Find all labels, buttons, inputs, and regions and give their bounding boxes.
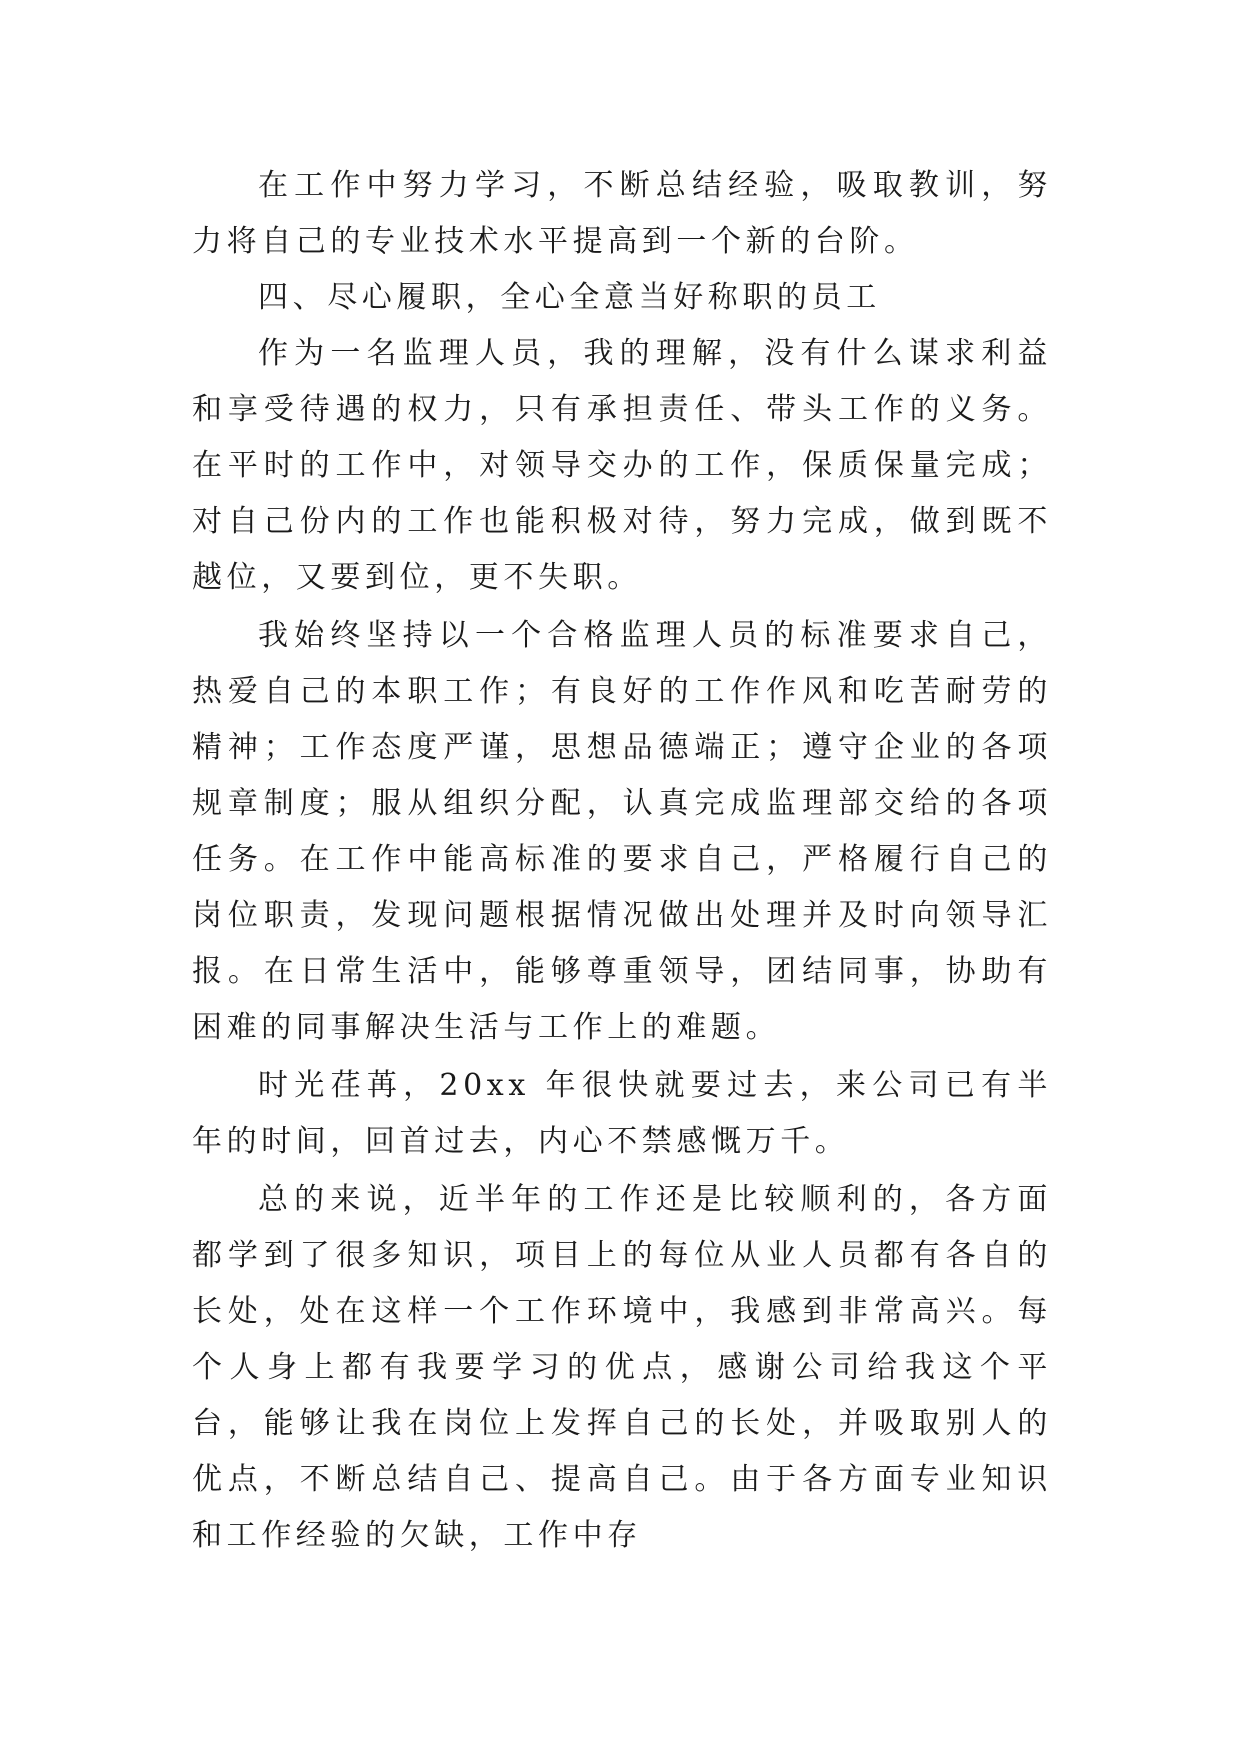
section-heading: 四、尽心履职，全心全意当好称职的员工 bbox=[258, 280, 881, 315]
paragraph-summary: 总的来说，近半年的工作还是比较顺利的，各方面都学到了很多知识，项目上的每位从业人员都有各自的长处，处在这样一个工作环境中，我感到非常高兴。每个人身上都有我要学习的优点，感谢公司给我这个平台，能够让我在岗位上发挥自己的长处，并吸取别人的优点，不断总结自己、提高自己。由于各方面专业知识和工作经验的欠缺，工作中存 bbox=[192, 1182, 1052, 1553]
paragraph-standards: 我始终坚持以一个合格监理人员的标准要求自己，热爱自己的本职工作；有良好的工作作风和吃苦耐劳的精神；工作态度严谨，思想品德端正；遵守企业的各项规章制度；服从组织分配，认真完成监理部交给的各项任务。在工作中能高标准的要求自己，严格履行自己的岗位职责，发现问题根据情况做出处理并及时向领导汇报。在日常生活中，能够尊重领导，团结同事，协助有困难的同事解决生活与工作上的难题。 bbox=[192, 618, 1052, 1045]
paragraph-study: 在工作中努力学习，不断总结经验，吸取教训，努力将自己的专业技术水平提高到一个新的台阶。 bbox=[192, 168, 1052, 259]
paragraph-duties: 作为一名监理人员，我的理解，没有什么谋求利益和享受待遇的权力，只有承担责任、带头工作的义务。在平时的工作中，对领导交办的工作，保质保量完成；对自己份内的工作也能积极对待，努力完成，做到既不越位，又要到位，更不失职。 bbox=[192, 336, 1052, 595]
document-body bbox=[192, 158, 1052, 1564]
paragraph-time: 时光荏苒，20xx 年很快就要过去，来公司已有半年的时间，回首过去，内心不禁感慨万千。 bbox=[192, 1068, 1052, 1159]
